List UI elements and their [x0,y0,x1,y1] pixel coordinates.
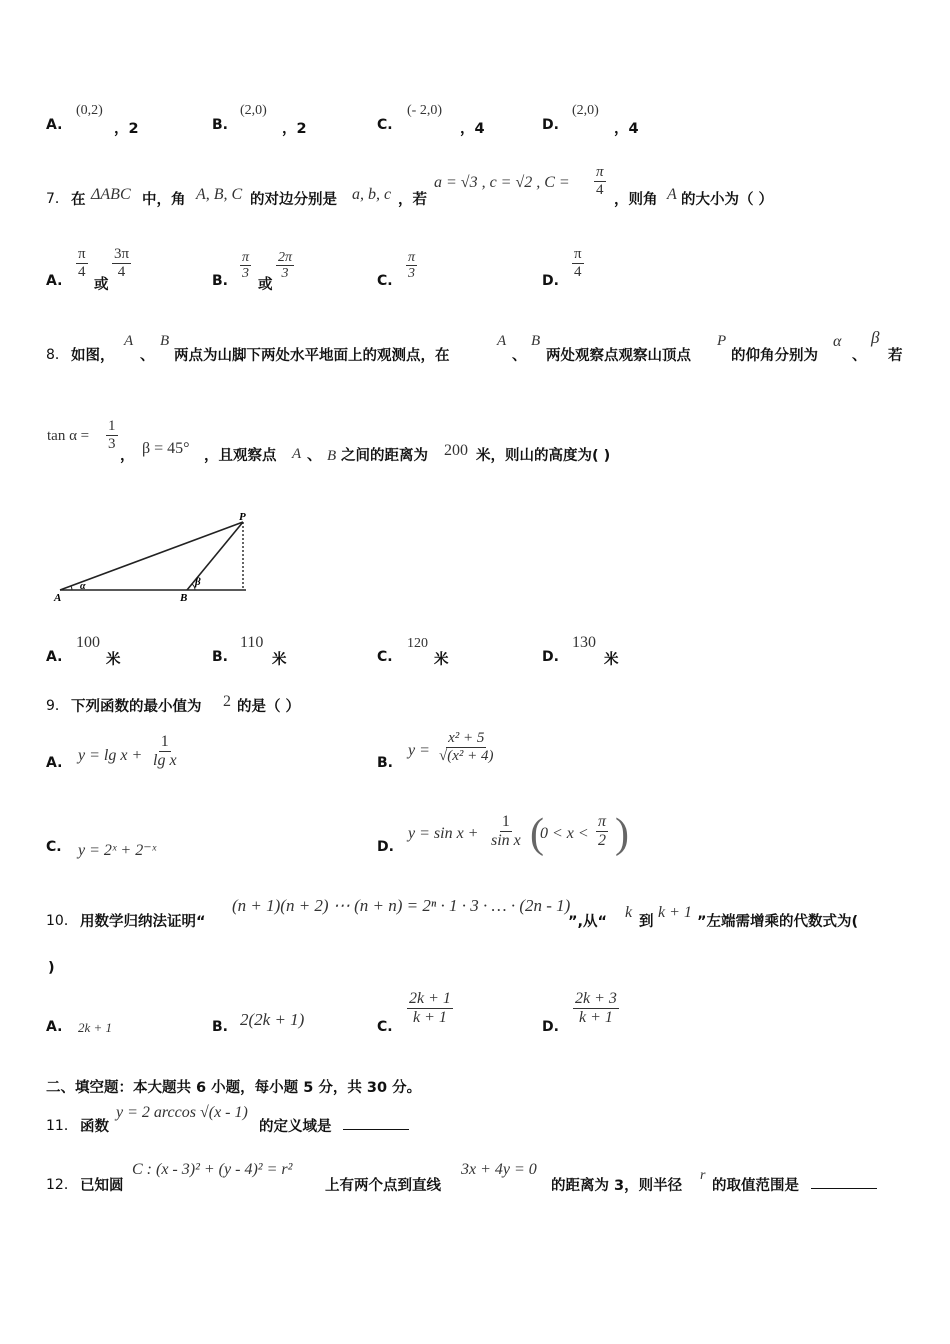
paren-left: ( [530,811,544,857]
math-expr: y = sin x + [408,825,479,842]
option-label: B. [212,649,228,665]
denominator: sin x [491,831,521,849]
fig-label-B: B [180,592,188,604]
math-expr: B [531,333,541,349]
numerator: 1 [108,418,116,434]
denominator: 3 [242,266,249,282]
option-label: A. [46,117,63,133]
option-label: B. [212,1019,228,1035]
fraction [596,813,608,849]
math-expr: 200 [444,442,468,459]
math-expr: β = 45° [142,440,190,457]
option-label: A. [46,649,63,665]
option-point: (0,2) [76,103,103,118]
denominator: 4 [117,263,126,280]
fraction [106,418,118,452]
question-number: 8． [46,347,69,363]
question-text: 、 [307,448,322,464]
question-text: 两处观察点观察山顶点 [546,348,691,364]
fig-label-A: A [54,592,62,604]
option-tail: ，2 [114,121,139,137]
fraction [573,990,619,1026]
math-expr: C : (x - 3)² + (y - 4)² = r² [132,1161,293,1178]
numerator: π [574,246,582,262]
math-expr: y = 2ˣ + 2⁻ˣ [78,842,157,859]
math-expr: α [833,333,842,350]
denominator: 2 [598,831,606,849]
option-label: C. [46,839,62,855]
question-number: 7． [46,191,69,207]
question-text: ，且观察点 [204,448,277,464]
option-point: (2,0) [240,103,267,118]
option-text: 或 [94,277,109,293]
denominator: √(x² + 4) [439,747,494,764]
answer-blank[interactable] [811,1174,877,1189]
option-label: D. [542,1019,559,1035]
question-text: 的是（ ） [237,699,301,715]
math-expr: 2k + 1 [78,1020,113,1035]
option-label: A. [46,273,63,289]
fig-label-alpha: α [80,581,86,592]
option-value: 120 [407,636,428,651]
math-expr: P [717,333,727,349]
question-text: 的取值范围是 [712,1178,799,1194]
numerator: π [598,813,607,830]
math-expr: B [160,333,170,349]
section-heading: 二、填空题：本大题共 6 小题，每小题 5 分，共 30 分。 [46,1080,422,1096]
question-text: 函数 [80,1119,109,1135]
fraction [594,164,606,198]
denominator: 4 [78,263,86,280]
math-expr: k + 1 [658,904,692,921]
option-unit: 米 [434,652,449,668]
question-text: 、 [852,348,867,364]
question-text: 如图， [71,348,115,364]
question-text: ， [120,448,135,464]
numerator: 3π [114,246,130,262]
math-expr: B [327,448,337,464]
option-label: A. [46,755,63,771]
option-value: 100 [76,634,100,651]
numerator: π [78,246,86,262]
question-number: 9． [46,698,69,714]
question-text: 之间的距离为 [341,448,428,464]
fig-label-beta: β [195,576,201,588]
numerator: 2π [278,250,293,265]
option-label: D. [542,273,559,289]
math-expr: r [700,1168,706,1183]
numerator: π [408,250,416,265]
option-text: 或 [258,277,273,293]
question-text: 的大小为（ ） [681,192,774,208]
math-expr: A [124,333,134,349]
fraction [572,246,584,280]
option-point: (- 2,0) [407,103,442,118]
fraction [240,250,251,282]
math-expr: A [667,186,677,203]
question-text: ，则角 [614,192,658,208]
question-number: 11． [46,1118,78,1134]
option-value: 130 [572,634,596,651]
math-expr: A [292,446,302,462]
question-text: 用数学归纳法证明“ [80,914,206,930]
option-label: D. [542,649,559,665]
question-text: 的定义域是 [259,1119,332,1135]
option-label: C. [377,649,393,665]
math-expr: y = [408,742,430,759]
option-tail: ，4 [460,121,485,137]
question-text: 、 [512,348,527,364]
fraction [489,813,523,849]
option-unit: 米 [604,652,619,668]
fraction [112,246,131,280]
math-expr: tan α = [47,428,90,444]
question-text: 两点为山脚下两处水平地面上的观测点，在 [174,348,450,364]
option-label: D. [377,839,394,855]
math-expr: a = √3 , c = √2 , C = [434,174,570,191]
question-text: 到 [639,914,654,930]
paren-right: ) [615,811,629,857]
question-text: ”左端需增乘的代数式为( [697,914,859,930]
question-text: 米，则山的高度为( ) [476,448,611,464]
question-number: 10． [46,913,78,929]
numerator: 2k + 3 [575,990,617,1007]
question-text: 上有两个点到直线 [325,1178,441,1194]
answer-blank[interactable] [343,1115,409,1130]
math-expr: ΔABC [91,186,131,203]
fraction [151,733,179,769]
math-expr: (n + 1)(n + 2) ⋯ (n + n) = 2ⁿ · 1 · 3 · … · (2n - 1) [232,896,571,915]
denominator: 3 [108,435,116,452]
numerator: x² + 5 [448,730,485,746]
numerator: 1 [160,733,169,750]
math-expr: β [871,328,880,347]
option-point: (2,0) [572,103,599,118]
question-text: 在 [71,192,86,208]
option-label: C. [377,273,393,289]
option-unit: 米 [106,652,121,668]
mountain-figure [40,508,260,604]
question-number: 12． [46,1177,78,1193]
fraction [407,990,453,1026]
question-text: ) [48,960,55,976]
denominator: 3 [281,266,289,282]
question-text: ，若 [398,192,427,208]
math-expr: 3x + 4y = 0 [461,1161,537,1178]
fig-label-P: P [239,511,246,523]
denominator: k + 1 [579,1008,613,1026]
option-tail: ，2 [282,121,307,137]
fraction [406,250,417,282]
math-expr: k [625,904,633,921]
denominator: lg x [153,751,177,769]
math-expr: 2 [223,693,231,710]
option-label: C. [377,1019,393,1035]
option-value: 110 [240,634,264,651]
numerator: π [596,164,604,180]
option-label: B. [377,755,393,771]
question-text: ”,从“ [568,914,608,930]
question-text: 的对边分别是 [250,192,337,208]
numerator: 1 [501,813,510,830]
denominator: 3 [408,266,415,282]
option-label: C. [377,117,393,133]
question-text: 若 [888,348,903,364]
math-expr: y = lg x + [78,747,143,764]
numerator: π [242,250,250,265]
denominator: 4 [574,263,582,280]
fraction [437,730,496,764]
option-label: D. [542,117,559,133]
fraction [76,246,88,280]
question-text: 下列函数的最小值为 [71,699,202,715]
question-text: 已知圆 [80,1178,124,1194]
denominator: k + 1 [413,1008,447,1026]
math-expr: y = 2 arccos √(x - 1) [116,1104,248,1121]
math-expr: a, b, c [352,186,392,203]
math-expr: A, B, C [196,186,243,203]
math-expr: 0 < x < [540,825,589,842]
fraction [276,250,294,282]
option-label: B. [212,117,228,133]
denominator: 4 [596,181,604,198]
option-label: B. [212,273,228,289]
numerator: 2k + 1 [409,990,451,1007]
question-text: 的仰角分别为 [731,348,818,364]
question-text: 的距离为 3，则半径 [551,1178,683,1194]
question-text: 、 [140,348,155,364]
option-label: A. [46,1019,63,1035]
option-unit: 米 [272,652,287,668]
math-expr: A [497,333,507,349]
question-text: 中，角 [142,192,186,208]
math-expr: 2(2k + 1) [240,1010,305,1029]
option-tail: ，4 [614,121,639,137]
